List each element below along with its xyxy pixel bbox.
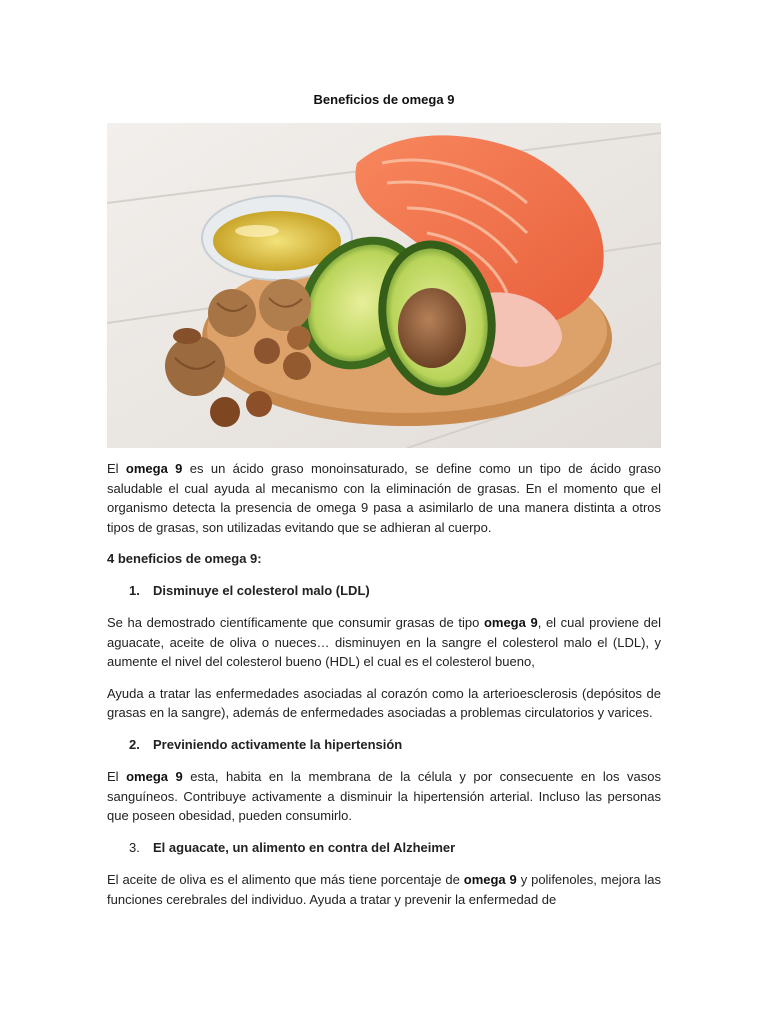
text-run: El [107,461,126,476]
text-run: Se ha demostrado científicamente que consumir grasas de tipo [107,615,484,630]
food-illustration [107,123,661,448]
list-heading: 4 beneficios de omega 9: [107,551,262,566]
intro-paragraph [107,459,661,537]
bold-term: omega 9 [126,769,183,784]
benefit-item-3 [107,838,661,858]
benefit-item-1 [107,581,661,601]
item-title: El aguacate, un alimento en contra del Alzheimer [153,839,456,855]
food-photo [107,123,661,448]
item-title: Disminuye el colesterol malo (LDL) [153,582,370,598]
item-number: 1. [129,582,140,598]
bold-term: omega 9 [483,615,538,630]
item-number: 3. [129,839,140,855]
text-run: , el cual proviene del aguacate, aceite de oliva o nueces… disminuyen en la sangre el colesterol malo el (LDL), y aumente el nivel del colesterol bueno (HDL) el cual es el colesterol bueno, [107,615,661,669]
benefit-2-paragraph [107,767,661,826]
benefit-1-paragraph [107,613,661,672]
text-run: es un ácido graso monoinsaturado, se define como un tipo de ácido graso saludable el cual ayuda al mecanismo con la eliminación de grasas. En el momento que el organismo detecta la presencia de omega 9 pasa a asimilarlo de una manera distinta a otros tipos de grasas, son utilizadas evitando que se adhieran al cuerpo. [107,461,662,535]
page-title: Beneficios de omega 9 [313,92,455,107]
text-run: El aceite de oliva es el alimento que más tiene porcentaje de [107,872,464,887]
benefit-item-2 [107,735,661,755]
item-number: 2. [129,736,140,752]
bold-term: omega 9 [463,872,517,887]
text-run: y polifenoles, mejora las funciones cerebrales del individuo. Ayuda a tratar y prevenir la enfermedad de [107,872,661,907]
text-run: El [107,769,127,784]
item-title: Previniendo activamente la hipertensión [153,736,403,752]
benefit-3-paragraph [107,870,661,909]
benefit-1-paragraph-2: Ayuda a tratar las enfermedades asociadas al corazón como la arterioesclerosis (depósitos de grasas en la sangre), además de enfermedades asociadas a problemas circulatorios y varices. [107,685,661,720]
document-body [107,459,661,921]
text-run: esta, habita en la membrana de la célula y por consecuente en los vasos sanguíneos. Contribuye activamente a disminuir la hipertensión arterial. Incluso las personas que poseen obesidad, pueden consumirlo. [107,769,661,823]
bold-term: omega 9 [125,461,183,476]
